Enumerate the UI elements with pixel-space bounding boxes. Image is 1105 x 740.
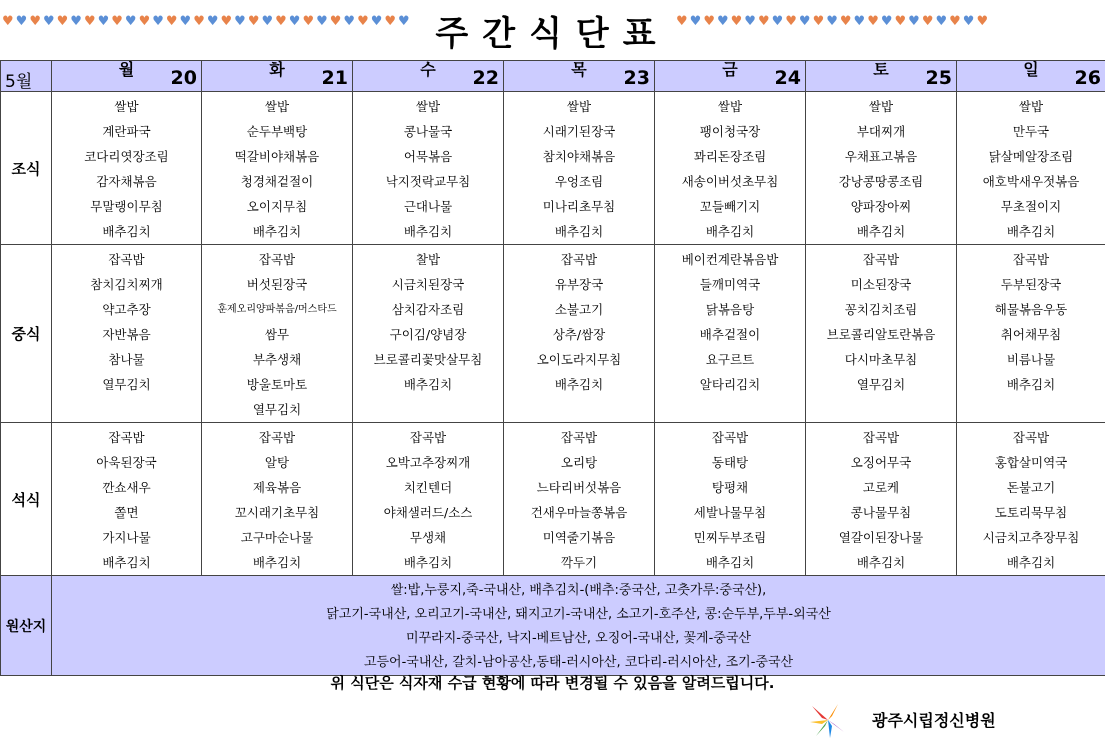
menu-cell [202,92,353,245]
menu-item: 잡곡밥 [108,430,145,445]
day-header-0 [52,61,202,92]
menu-item: 알탕 [264,455,290,470]
menu-item: 순두부백탕 [246,124,308,139]
menu-item: 쌀밥 [1018,99,1044,114]
menu-item: 취어채무침 [1000,327,1062,342]
menu-item: 콩나물국 [403,124,453,139]
origin-row [1,576,1105,676]
menu-item: 참나물 [108,352,145,367]
menu-item: 들깨미역국 [699,277,761,292]
menu-item: 도토리묵무침 [994,505,1068,520]
day-date: 24 [774,67,801,89]
menu-item: 배추김치 [705,224,755,239]
menu-cell [504,423,655,576]
menu-table [0,60,1105,676]
menu-item: 잡곡밥 [711,430,749,445]
menu-cell [806,245,957,423]
menu-item: 브로콜리알토란볶음 [826,327,936,342]
menu-item: 부대찌개 [856,124,906,139]
menu-cell [655,92,806,245]
menu-item: 구이김/양념장 [389,327,467,342]
origin-label: 원산지 [1,576,52,676]
menu-item: 배추김치 [403,377,453,392]
origin-line: 미꾸라지-중국산, 낙지-베트남산, 오징어-국내산, 꽃게-중국산 [406,631,751,646]
menu-item: 미소된장국 [850,277,912,292]
menu-item: 양파장아찌 [850,199,912,214]
footnote: 위 식단은 식자재 수급 현황에 따라 변경될 수 있음을 알려드립니다. [330,674,775,692]
meal-row [1,92,1105,245]
menu-item: 잡곡밥 [409,430,447,445]
menu-item: 버섯된장국 [246,277,308,292]
menu-item: 배추김치 [403,224,453,239]
day-date: 26 [1074,67,1101,89]
menu-item: 다시마초무침 [844,352,918,367]
menu-cell [504,245,655,423]
meal-row [1,245,1105,423]
origin-line: 고등어-국내산, 갈치-남아공산,동태-러시아산, 코다리-러시아산, 조기-중국산 [363,655,794,670]
menu-item: 배추김치 [705,555,755,570]
menu-item: 새송이버섯초무침 [681,174,779,189]
day-header-1 [202,61,353,92]
menu-item: 열무김치 [856,377,906,392]
menu-item: 깍두기 [560,555,598,570]
menu-item: 동태탕 [711,455,749,470]
day-header-5 [806,61,957,92]
menu-item: 고로케 [862,480,900,495]
menu-item: 강낭콩땅콩조림 [838,174,924,189]
menu-cell [806,423,957,576]
origin-line: 닭고기-국내산, 오리고기-국내산, 돼지고기-국내산, 소고기-호주산, 콩:순두부,두부-외국산 [326,607,831,622]
menu-cell [202,245,353,423]
menu-item: 배추김치 [1006,555,1056,570]
menu-item: 배추김치 [102,224,151,239]
month-label: 5월 [1,61,52,92]
menu-cell [655,423,806,576]
menu-item: 닭살메알장조림 [988,149,1074,164]
menu-item: 잡곡밥 [258,252,296,267]
menu-item: 낙지젓락교무침 [385,174,471,189]
menu-cell [52,92,202,245]
menu-item: 배추김치 [554,377,604,392]
menu-cell [52,423,202,576]
day-header-6 [957,61,1105,92]
menu-item: 애호박새우젓볶음 [982,174,1080,189]
menu-item: 세발나물무침 [693,505,767,520]
menu-item: 제육볶음 [252,480,302,495]
menu-item: 삼치감자조림 [391,302,465,317]
menu-cell [957,92,1105,245]
menu-item: 고구마순나물 [240,530,314,545]
menu-item: 무초절이지 [1000,199,1062,214]
meal-label: 중식 [1,245,52,423]
menu-item: 민찌두부조림 [693,530,767,545]
menu-cell [957,245,1105,423]
day-header-3 [504,61,655,92]
origin-line: 쌀:밥,누룽지,죽-국내산, 배추김치-(배추:중국산, 고춧가루:중국산), [390,583,767,598]
menu-item: 쫄면 [114,505,139,520]
menu-item: 돈불고기 [1006,480,1056,495]
menu-item: 배추김치 [403,555,453,570]
day-name: 목 [571,60,587,79]
menu-item: 쌀밥 [717,99,743,114]
menu-item: 오리탕 [560,455,598,470]
menu-item: 시금치된장국 [391,277,465,292]
day-name: 수 [420,60,436,79]
menu-item: 상추/쌈장 [552,327,606,342]
heart-garland-right-icon: ♥ ♥ ♥ ♥ ♥ ♥ ♥ ♥ ♥ ♥ ♥ ♥ ♥ ♥ ♥ ♥ ♥ ♥ ♥ ♥ ♥ ♥ ♥ [676,14,989,29]
menu-item: 요구르트 [705,352,755,367]
menu-cell [353,245,504,423]
menu-cell [353,423,504,576]
menu-item: 쌀밥 [566,99,592,114]
menu-item: 코다리엿장조림 [84,149,169,164]
menu-item: 비름나물 [1006,352,1056,367]
menu-item: 열무김치 [252,402,302,417]
menu-item: 건새우마늘쫑볶음 [530,505,628,520]
menu-item: 탕평채 [711,480,749,495]
menu-item: 오박고추장찌개 [385,455,471,470]
meal-label: 석식 [1,423,52,576]
menu-item: 가지나물 [102,530,151,545]
menu-item: 자반볶음 [102,327,151,342]
menu-item: 치킨텐더 [403,480,453,495]
menu-item: 배추김치 [554,224,604,239]
menu-item: 오이도라지무침 [536,352,622,367]
day-date: 23 [623,67,650,89]
menu-item: 시금치고추장무침 [982,530,1080,545]
menu-item: 무생채 [409,530,447,545]
menu-item: 콩나물무침 [850,505,912,520]
menu-item: 유부장국 [554,277,604,292]
menu-item: 찰밥 [415,252,441,267]
menu-item: 쌀밥 [264,99,290,114]
header [0,0,1105,56]
day-name: 토 [873,60,889,79]
menu-item: 소불고기 [554,302,604,317]
meal-label: 조식 [1,92,52,245]
menu-item: 떡갈비야채볶음 [234,149,320,164]
menu-item: 잡곡밥 [258,430,296,445]
menu-item: 잡곡밥 [108,252,145,267]
menu-item: 잡곡밥 [560,430,598,445]
day-name: 일 [1023,60,1039,79]
menu-item: 꽁치김치조림 [844,302,918,317]
menu-item: 배추김치 [1006,224,1056,239]
day-header-4 [655,61,806,92]
menu-item: 팽이청국장 [699,124,761,139]
menu-item: 근대나물 [403,199,453,214]
menu-item: 방울토마토 [246,377,308,392]
menu-item: 무말랭이무침 [90,199,163,214]
menu-item: 약고추장 [102,302,151,317]
menu-item: 잡곡밥 [862,252,900,267]
menu-item: 쌀밥 [415,99,441,114]
menu-item: 배추김치 [856,224,906,239]
menu-item: 알타리김치 [699,377,761,392]
menu-item: 열무김치 [102,377,151,392]
menu-item: 감자채볶음 [96,174,157,189]
menu-item: 배추김치 [1006,377,1056,392]
menu-item: 브로콜리꽃맛살무침 [373,352,483,367]
menu-item: 닭볶음탕 [705,302,755,317]
menu-item: 부추생채 [252,352,302,367]
menu-item: 야채샐러드/소스 [383,505,473,520]
menu-item: 참치야채볶음 [542,149,616,164]
day-header-2 [353,61,504,92]
menu-item: 오징어무국 [850,455,912,470]
hospital-name: 광주시립정신병원 [872,711,996,730]
menu-item: 배추김치 [252,555,302,570]
menu-cell [202,423,353,576]
menu-item: 두부된장국 [1000,277,1062,292]
menu-cell [806,92,957,245]
day-name: 금 [722,60,738,79]
menu-item: 꽈리돈장조림 [693,149,767,164]
menu-item: 홍합살미역국 [994,455,1068,470]
menu-item: 시래기된장국 [542,124,616,139]
menu-item: 베이컨계란볶음밥 [681,252,779,267]
menu-cell [957,423,1105,576]
menu-item: 꼬시래기초무침 [234,505,320,520]
menu-item: 해물볶음우동 [994,302,1068,317]
menu-item: 배추김치 [102,555,151,570]
menu-item: 깐쇼새우 [102,480,151,495]
menu-cell [655,245,806,423]
day-header-row [1,61,1105,92]
menu-item: 만두국 [1012,124,1050,139]
menu-item: 잡곡밥 [862,430,900,445]
page-title: 주간식단표 [435,14,670,54]
day-date: 20 [170,67,197,89]
menu-item: 꼬들빼기지 [699,199,761,214]
menu-item: 쌈무 [264,327,290,342]
day-date: 21 [321,67,348,89]
menu-item: 우채표고볶음 [844,149,918,164]
day-date: 22 [472,67,499,89]
menu-item: 미역줄기볶음 [542,530,616,545]
day-date: 25 [925,67,952,89]
menu-item: 훈제오리양파볶음/머스타드 [217,304,337,315]
menu-item: 잡곡밥 [1012,252,1050,267]
menu-item: 느타리버섯볶음 [536,480,622,495]
pinwheel-logo-icon [808,702,848,738]
menu-item: 잡곡밥 [1012,430,1050,445]
menu-item: 우엉조림 [554,174,604,189]
menu-item: 열갈이된장나물 [838,530,924,545]
menu-item: 배추겉절이 [699,327,761,342]
heart-garland-left-icon: ♥ ♥ ♥ ♥ ♥ ♥ ♥ ♥ ♥ ♥ ♥ ♥ ♥ ♥ ♥ ♥ ♥ ♥ ♥ ♥ ♥ ♥ ♥ ♥ ♥ ♥ ♥ ♥ ♥ ♥ [2,14,410,29]
menu-item: 배추김치 [856,555,906,570]
menu-item: 잡곡밥 [560,252,598,267]
meal-row [1,423,1105,576]
menu-cell [504,92,655,245]
menu-item: 아욱된장국 [96,455,157,470]
menu-item: 쌀밥 [114,99,139,114]
menu-item: 참치김치찌개 [90,277,163,292]
origin-info [52,576,1105,676]
menu-item: 청경채겉절이 [240,174,314,189]
menu-item: 오이지무침 [246,199,308,214]
menu-item: 계란파국 [102,124,151,139]
day-name: 월 [118,60,135,79]
day-name: 화 [269,60,285,79]
menu-item: 어묵볶음 [403,149,453,164]
menu-cell [353,92,504,245]
menu-item: 미나리초무침 [542,199,616,214]
menu-cell [52,245,202,423]
menu-item: 배추김치 [252,224,302,239]
menu-item: 쌀밥 [868,99,894,114]
